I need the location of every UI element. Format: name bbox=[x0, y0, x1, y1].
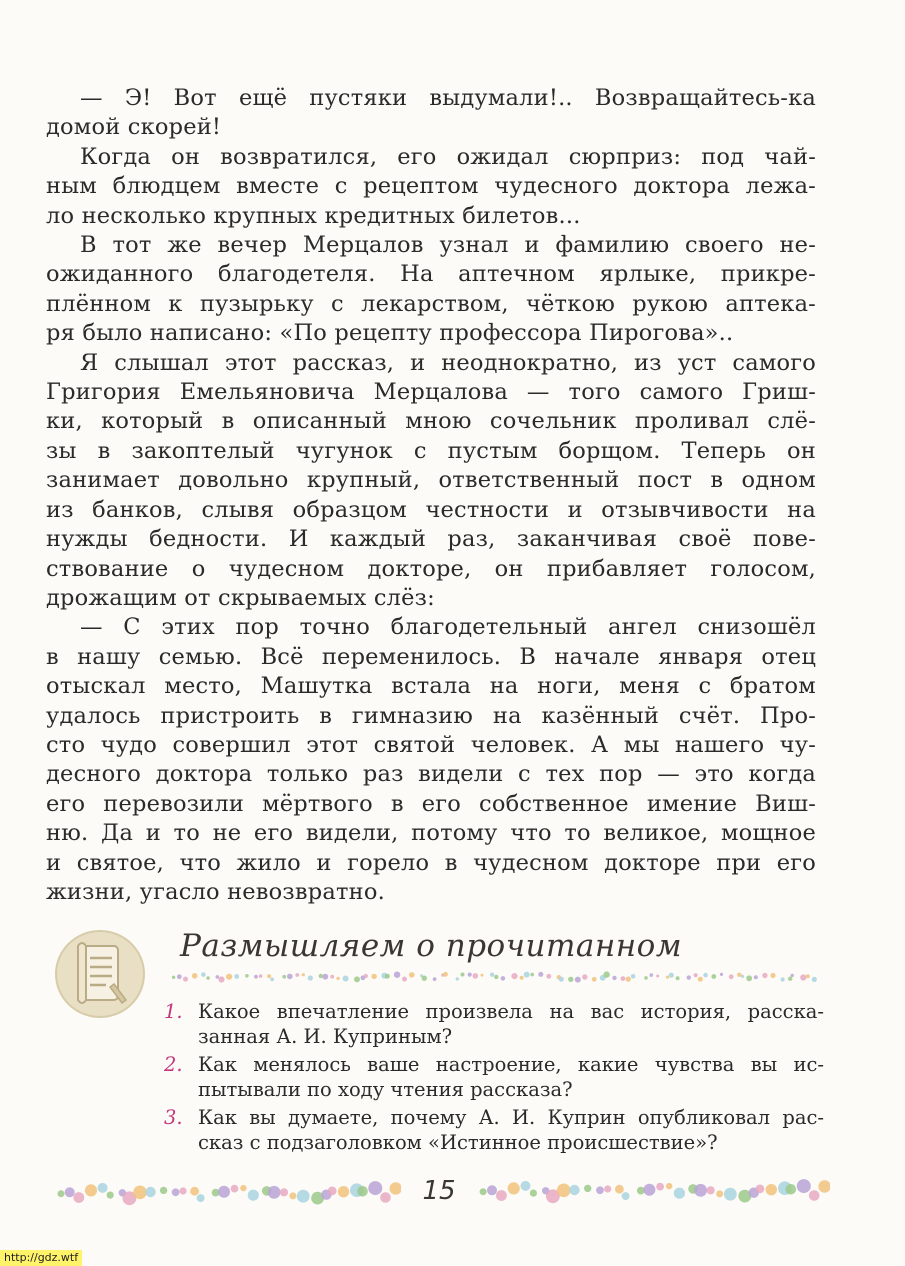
decor-dot bbox=[268, 1186, 281, 1199]
decor-dot bbox=[643, 1184, 655, 1196]
text-line: В тот же вечер Мерцалов узнал и фамилию своего не- bbox=[80, 232, 816, 259]
decor-dot bbox=[521, 1181, 531, 1191]
decorative-dots bbox=[170, 970, 820, 984]
text-line: десного доктора только раз видели с тех пор — это когда bbox=[46, 761, 816, 788]
decor-dot bbox=[584, 1185, 591, 1192]
decor-dot bbox=[703, 973, 708, 978]
decor-dot bbox=[133, 1186, 147, 1200]
decor-dot bbox=[218, 1186, 230, 1198]
decor-dot bbox=[711, 974, 716, 979]
decor-dot bbox=[390, 1182, 402, 1194]
decor-dot bbox=[380, 1192, 391, 1203]
decor-dot bbox=[172, 1188, 180, 1196]
question-line: Какое впечатление произвела на вас история, расска- bbox=[198, 1000, 824, 1023]
footer-decoration-left bbox=[56, 1178, 401, 1208]
decor-dot bbox=[592, 977, 597, 982]
watermark-link[interactable]: http://gdz.wtf bbox=[0, 1250, 82, 1266]
decor-dot bbox=[302, 973, 305, 976]
decor-dot bbox=[145, 1187, 155, 1197]
scroll-icon bbox=[54, 928, 150, 1020]
decor-dot bbox=[433, 977, 437, 981]
decor-dot bbox=[604, 1185, 611, 1192]
decor-dot bbox=[530, 973, 534, 977]
decor-dot bbox=[73, 1192, 84, 1203]
text-line: — Э! Вот ещё пустяки выдумали!.. Возвращайтесь-ка bbox=[80, 85, 816, 111]
decor-dot bbox=[289, 1192, 296, 1199]
decor-dot bbox=[508, 1182, 520, 1194]
decor-dot bbox=[270, 978, 274, 982]
decor-dot bbox=[456, 977, 459, 980]
decor-dot bbox=[538, 972, 543, 977]
decor-dot bbox=[368, 1181, 382, 1195]
decor-dot bbox=[756, 1185, 765, 1194]
decor-dot bbox=[575, 977, 581, 983]
decor-dot bbox=[559, 977, 564, 982]
decor-dot bbox=[615, 1185, 624, 1194]
decor-dot bbox=[85, 1184, 97, 1196]
decor-dot bbox=[297, 1190, 310, 1203]
decor-dot bbox=[385, 974, 390, 979]
decor-dot bbox=[546, 974, 551, 979]
decor-dot bbox=[621, 976, 626, 981]
decor-dot bbox=[473, 973, 479, 979]
decor-dot bbox=[468, 973, 472, 977]
decor-dot bbox=[596, 1186, 604, 1194]
text-line: ню. Да и то не его видели, потому что то великое, мощное bbox=[46, 820, 816, 847]
question-line: пытывали по ходу чтения рассказа? bbox=[198, 1077, 573, 1101]
decor-dot bbox=[172, 976, 175, 979]
decor-dot bbox=[812, 977, 817, 982]
decor-dot bbox=[487, 1185, 497, 1195]
text-line: ожиданного благодетеля. На аптечном ярлыке, прикре- bbox=[46, 261, 816, 288]
decor-dot bbox=[501, 976, 506, 981]
decor-dot bbox=[694, 1184, 707, 1197]
decor-dot bbox=[806, 974, 810, 978]
text-line: домой скорей! bbox=[46, 114, 222, 141]
decor-dot bbox=[557, 1184, 571, 1198]
decor-dot bbox=[490, 973, 494, 977]
decor-dot bbox=[656, 1183, 664, 1191]
decor-dot bbox=[240, 1185, 246, 1191]
text-line: удалось пристроить в гимназию на казённый счёт. Про- bbox=[46, 702, 816, 729]
decor-dot bbox=[612, 976, 616, 980]
text-line: ки, который в описанный мною сочельник проливал слё- bbox=[46, 408, 816, 435]
decor-dot bbox=[676, 976, 680, 980]
question-line: Как вы думаете, почему А. И. Куприн опубликовал рас- bbox=[198, 1106, 824, 1129]
decor-dot bbox=[741, 975, 744, 978]
decor-dot bbox=[746, 975, 752, 981]
decor-dot bbox=[364, 974, 368, 978]
decor-dot bbox=[797, 1179, 811, 1193]
section-title: Размышляем о прочитанном bbox=[180, 928, 683, 964]
text-line: Григория Емельяновича Мерцалова — того самого Гриш- bbox=[46, 379, 816, 406]
decor-dot bbox=[287, 974, 293, 980]
decor-dot bbox=[192, 973, 198, 979]
decor-dot bbox=[183, 977, 188, 982]
decor-dot bbox=[357, 1186, 368, 1197]
question-item bbox=[164, 1053, 824, 1102]
decor-dot bbox=[800, 974, 806, 980]
decor-dot bbox=[626, 976, 631, 981]
decor-dot bbox=[480, 1188, 487, 1195]
decor-dot bbox=[724, 1188, 737, 1201]
decor-dot bbox=[371, 974, 376, 979]
decor-dot bbox=[231, 1185, 239, 1193]
decor-dot bbox=[656, 975, 659, 978]
decor-dot bbox=[248, 1190, 259, 1201]
decor-dot bbox=[694, 973, 698, 977]
decor-dot bbox=[716, 1190, 723, 1197]
decor-dot bbox=[409, 972, 415, 978]
decor-dot bbox=[330, 975, 334, 979]
question-line: сказ с подзаголовком «Истинное происшествие»? bbox=[198, 1130, 718, 1154]
text-line: ствование о чудесном докторе, он прибавляет голосом, bbox=[46, 555, 816, 582]
text-line: нужды бедности. И каждый раз, заканчивая своё пове- bbox=[46, 526, 816, 553]
decor-dot bbox=[603, 971, 609, 977]
decor-dot bbox=[180, 1187, 187, 1194]
text-line: отыскал место, Машутка встала на ноги, меня с братом bbox=[46, 673, 816, 700]
text-line: сто чудо совершил этот святой человек. А мы нашего чу- bbox=[46, 731, 816, 758]
decor-dot bbox=[308, 975, 313, 980]
decor-dot bbox=[524, 972, 530, 978]
decor-dot bbox=[791, 974, 794, 977]
decor-dot bbox=[394, 972, 400, 978]
decor-dot bbox=[530, 1190, 537, 1197]
decor-dot bbox=[218, 976, 224, 982]
question-number: 3. bbox=[164, 1106, 183, 1129]
decor-dot bbox=[568, 977, 573, 982]
decor-dot bbox=[336, 977, 339, 980]
decor-dot bbox=[762, 973, 767, 978]
decor-dot bbox=[190, 1187, 199, 1196]
decor-dot bbox=[786, 1184, 797, 1195]
decor-dot bbox=[177, 974, 182, 979]
footer-decoration-right bbox=[478, 1176, 830, 1206]
decor-dot bbox=[254, 975, 258, 979]
decor-dot bbox=[707, 1186, 715, 1194]
decor-dot bbox=[295, 973, 299, 977]
decor-dot bbox=[737, 973, 741, 977]
decor-dot bbox=[107, 1192, 114, 1199]
decor-dot bbox=[818, 1180, 830, 1192]
text-line: и святое, что жило и горело в чудесном докторе при его bbox=[46, 849, 816, 876]
decor-dot bbox=[766, 1184, 777, 1195]
question-number: 2. bbox=[164, 1053, 183, 1076]
decor-dot bbox=[280, 1188, 288, 1196]
text-line: зы в закоптелый чугунок с пустым борщом. Теперь он bbox=[46, 437, 816, 464]
decor-dot bbox=[674, 1188, 685, 1199]
decor-dot bbox=[650, 973, 654, 977]
text-line: — С этих пор точно благодетельный ангел снизошёл bbox=[80, 614, 816, 641]
decor-dot bbox=[160, 1187, 167, 1194]
text-line: ным блюдцем вместе с рецептом чудесного доктора лежа- bbox=[46, 173, 816, 200]
decor-dot bbox=[770, 973, 775, 978]
text-line: ло несколько крупных кредитных билетов... bbox=[46, 202, 581, 229]
decor-dot bbox=[443, 972, 448, 977]
decor-dot bbox=[461, 973, 465, 977]
decor-dot bbox=[197, 1194, 205, 1202]
decor-dot bbox=[809, 1190, 820, 1201]
text-line: Когда он возвратился, его ожидал сюрприз: под чай- bbox=[80, 143, 816, 170]
question-line: Как менялось ваше настроение, какие чувства вы ис- bbox=[198, 1053, 824, 1076]
decor-dot bbox=[698, 977, 703, 982]
decor-dot bbox=[343, 976, 349, 982]
decor-dot bbox=[267, 974, 271, 978]
decor-dot bbox=[666, 1183, 672, 1189]
decor-dot bbox=[582, 974, 587, 979]
decor-dot bbox=[720, 973, 723, 976]
questions-list bbox=[164, 1000, 824, 1159]
text-line: дрожащим от скрываемых слёз: bbox=[46, 584, 435, 611]
decor-dot bbox=[511, 973, 517, 979]
decor-dot bbox=[282, 975, 286, 979]
decor-dot bbox=[669, 973, 674, 978]
decor-dot bbox=[216, 975, 220, 979]
decor-dot bbox=[322, 974, 328, 980]
text-line: ря было написано: «По рецепту профессора Пирогова».. bbox=[46, 320, 734, 347]
decor-dot bbox=[226, 974, 232, 980]
page-number: 15 bbox=[422, 1176, 456, 1206]
decor-dot bbox=[481, 974, 484, 977]
decor-dot bbox=[494, 975, 498, 979]
decor-dot bbox=[687, 975, 691, 979]
decor-dot bbox=[644, 976, 648, 980]
text-line: жизни, угасло невозвратно. bbox=[46, 878, 385, 905]
question-line: занная А. И. Куприным? bbox=[198, 1024, 453, 1048]
decor-dot bbox=[328, 1187, 337, 1196]
text-line: Я слышал этот рассказ, и неоднократно, из уст самого bbox=[80, 349, 816, 376]
decor-dot bbox=[206, 976, 210, 980]
question-number: 1. bbox=[164, 1000, 183, 1023]
text-line: занимает довольно крупный, ответственный пост в одном bbox=[46, 467, 816, 494]
question-item bbox=[164, 1000, 824, 1049]
question-item bbox=[164, 1106, 824, 1155]
decor-dot bbox=[622, 1192, 630, 1200]
decor-dot bbox=[631, 974, 636, 979]
decor-dot bbox=[569, 1185, 579, 1195]
decor-dot bbox=[354, 976, 360, 982]
decor-dot bbox=[98, 1183, 108, 1193]
story-text bbox=[46, 84, 816, 907]
decor-dot bbox=[520, 976, 524, 980]
text-line: плённом к пузырьку с лекарством, чёткою рукою аптека- bbox=[46, 290, 816, 317]
decor-dot bbox=[781, 977, 785, 981]
decor-dot bbox=[245, 974, 249, 978]
text-line: в нашу семью. Всё переменилось. В начале января отец bbox=[46, 643, 816, 670]
decor-dot bbox=[58, 1190, 65, 1197]
decor-dot bbox=[65, 1187, 75, 1197]
decor-dot bbox=[319, 974, 323, 978]
text-line: его перевозили мёртвого в его собственное имение Виш- bbox=[46, 790, 816, 817]
decor-dot bbox=[259, 974, 263, 978]
decor-dot bbox=[422, 976, 427, 981]
decor-dot bbox=[234, 974, 239, 979]
decor-dot bbox=[788, 977, 792, 981]
text-line: из банков, слывя образцом честности и отзывчивости на bbox=[46, 496, 816, 523]
decor-dot bbox=[338, 1186, 349, 1197]
decor-dot bbox=[666, 976, 669, 979]
decor-dot bbox=[402, 977, 407, 982]
decor-dot bbox=[496, 1190, 507, 1201]
decor-dot bbox=[729, 974, 734, 979]
decor-dot bbox=[754, 975, 758, 979]
decor-dot bbox=[201, 972, 206, 977]
